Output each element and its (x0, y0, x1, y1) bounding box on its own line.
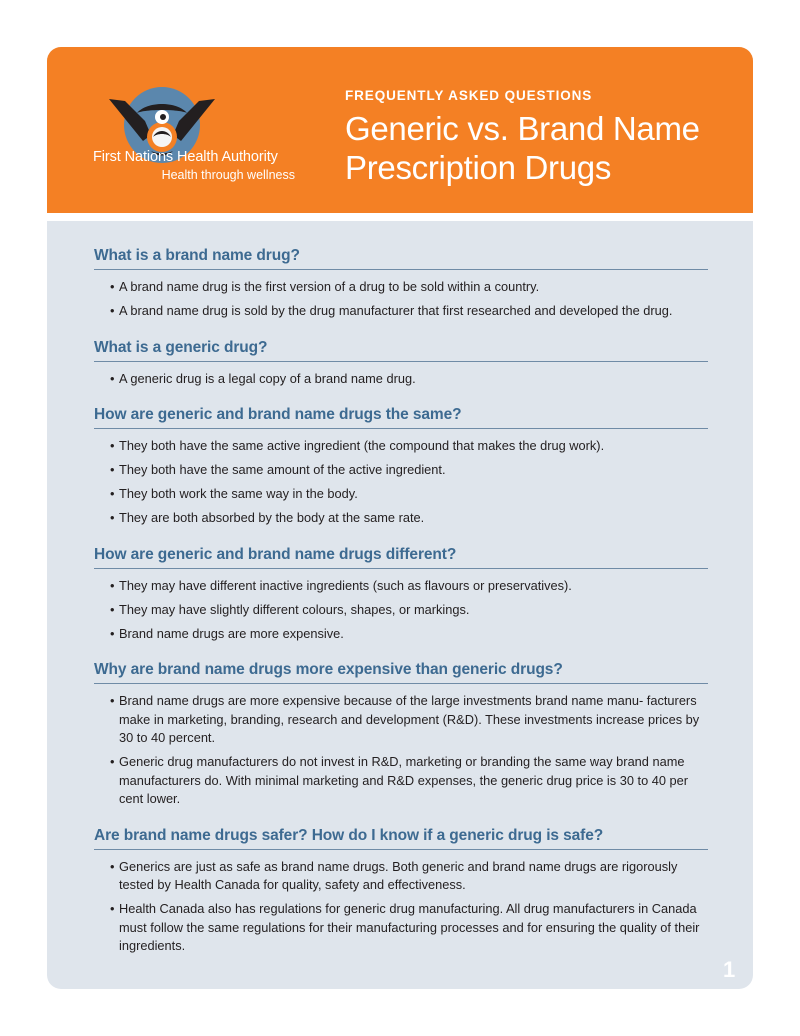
answer-bullet: • They both work the same way in the body. (94, 485, 708, 504)
answer-bullet: • Generic drug manufacturers do not invest in R&D, marketing or branding the same way brand name manufacturers do. With minimal marketing and R&D expenses, the generic drug price is 30 to 40 per cent lower. (94, 753, 708, 809)
faq-section (94, 546, 708, 644)
faq-section (94, 247, 708, 321)
page-number: 1 (723, 957, 736, 982)
answer-bullet: • A generic drug is a legal copy of a brand name drug. (94, 370, 708, 389)
answer-bullet: • They are both absorbed by the body at the same rate. (94, 509, 708, 528)
faq-question: Why are brand name drugs more expensive than generic drugs? (94, 661, 708, 684)
answer-list (94, 858, 708, 956)
answer-list (94, 370, 708, 389)
answer-bullet: • They both have the same amount of the active ingredient. (94, 461, 708, 480)
answer-list (94, 278, 708, 321)
page-card (47, 47, 753, 989)
answer-bullet: • Health Canada also has regulations for generic drug manufacturing. All drug manufacturers in Canada must follow the same regulations for their manufacturing processes and for ensuring the quality of their ingredients. (94, 900, 708, 956)
faq-section (94, 406, 708, 528)
faq-question: What is a brand name drug? (94, 247, 708, 270)
title-line-1: Generic vs. Brand Name (345, 110, 700, 147)
answer-list (94, 437, 708, 528)
faq-content (94, 247, 708, 974)
org-tagline: Health through wellness (161, 168, 295, 182)
faq-question: What is a generic drug? (94, 339, 708, 362)
faq-section (94, 339, 708, 389)
faq-section (94, 661, 708, 809)
answer-bullet: • A brand name drug is the first version of a drug to be sold within a country. (94, 278, 708, 297)
header-banner (47, 47, 753, 213)
faq-question: Are brand name drugs safer? How do I know if a generic drug is safe? (94, 827, 708, 850)
answer-bullet: • A brand name drug is sold by the drug manufacturer that first researched and developed the drug. (94, 302, 708, 321)
answer-bullet: • Generics are just as safe as brand name drugs. Both generic and brand name drugs are rigorously tested by Health Canada for quality, safety and effectiveness. (94, 858, 708, 895)
org-name: First Nations Health Authority (93, 149, 278, 165)
faq-section (94, 827, 708, 956)
answer-bullet: • Brand name drugs are more expensive because of the large investments brand name manu- facturers make in marketing, branding, research and development (R&D). These investments increase prices by 30 to 40 percent. (94, 692, 708, 748)
answer-bullet: • They may have slightly different colours, shapes, or markings. (94, 601, 708, 620)
answer-list (94, 577, 708, 644)
answer-list (94, 692, 708, 809)
faq-question: How are generic and brand name drugs the same? (94, 406, 708, 429)
answer-bullet: • Brand name drugs are more expensive. (94, 625, 708, 644)
header-divider (47, 213, 753, 221)
faq-question: How are generic and brand name drugs different? (94, 546, 708, 569)
faq-kicker: FREQUENTLY ASKED QUESTIONS (345, 88, 593, 103)
page-title (345, 109, 745, 187)
answer-bullet: • They both have the same active ingredient (the compound that makes the drug work). (94, 437, 708, 456)
answer-bullet: • They may have different inactive ingredients (such as flavours or preservatives). (94, 577, 708, 596)
title-line-2: Prescription Drugs (345, 149, 612, 186)
